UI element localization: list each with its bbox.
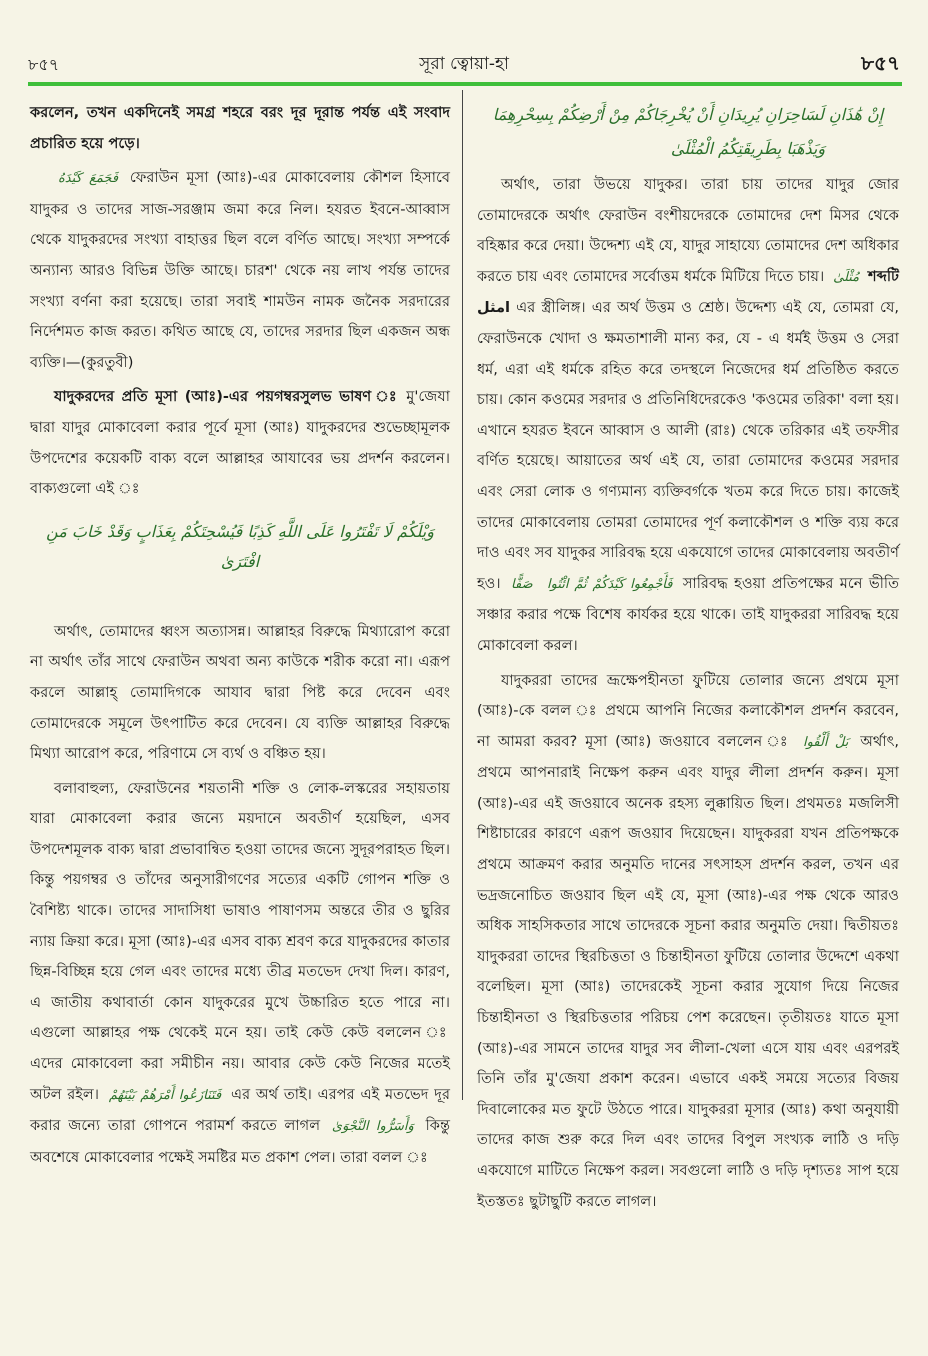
left-paragraph-3: যাদুকরদের প্রতি মূসা (আঃ)-এর পয়গম্বরসুলভ ভাষণ ঃ মু'জেযা দ্বারা যাদুর মোকাবেলা করার পূর্বে মূসা (আঃ) যাদুকরদের শুভেচ্ছামূলক উপদেশের কয়েকটি বাক্য বলে আল্লাহর আযাবের ভয় প্রদর্শন করলেন। বাক্যগুলো এই ঃ xyxy=(30,388,450,498)
header-rule xyxy=(28,82,902,86)
arabic-phrase: صَفًّا xyxy=(511,576,533,592)
section-heading: যাদুকরদের প্রতি মূসা (আঃ)-এর পয়গম্বরসুলভ ভাষণ ঃ xyxy=(54,388,400,406)
column-divider xyxy=(462,90,463,1100)
arabic-phrase: مُثْلَىٰ xyxy=(833,269,860,285)
left-paragraph-5: বলাবাহুল্য, ফেরাউনের শয়তানী শক্তি ও লোক-লস্করের সহায়তায় যারা মোকাবেলা করার জন্যে ময়দানে অবতীর্ণ হয়েছিল, এসব উপদেশমূলক বাক্য দ্বারা প্রভাবান্বিত হওয়া তাদের জন্যে সুদূরপরাহত ছিল। কিন্তু পয়গম্বর ও তাঁদের অনুসারীগণের সত্যের একটি গোপন শক্তি ও বৈশিষ্ট্য থাকে। তাদের সাদাসিধা ভাষাও পাষাণসম অন্তরে তীর ও ছুরির ন্যায় ক্রিয়া করে। মূসা (আঃ)-এর এসব বাক্য শ্রবণ করে যাদুকরদের কাতার ছিন্ন-বিচ্ছিন্ন হয়ে গেল এবং তাদের মধ্যে তীব্র মতভেদ দেখা দিল। কারণ, এ জাতীয় কথাবার্তা কোন যাদুকরের মুখে উচ্চারিত হতে পারে না। এগুলো আল্লাহর পক্ষ থেকেই মনে হয়। তাই কেউ কেউ বললেন ঃ এদের মোকাবেলা করা সমীচীন নয়। আবার কেউ কেউ নিজের মতেই অটল রইল। فَتَنَازَعُوا أَمْرَهُمْ بَيْنَهُمْ এর অর্থ তাই। এরপর এই মতভেদ দূর করার জন্যে তারা গোপনে পরামর্শ করতে লাগল وَأَسَرُّوا النَّجْوَىٰ কিন্তু অবশেষে মোকাবেলার পক্ষেই সমষ্টির মত প্রকাশ পেল। তারা বলল ঃ xyxy=(30,779,451,1166)
arabic-phrase: فَجَمَعَ كَيْدَهُ xyxy=(58,171,119,187)
page-number-left: ৮৫৭ xyxy=(28,54,60,74)
arabic-verse-block: وَيْلَكُمْ لَا تَفْتَرُوا عَلَى اللَّهِ كَذِبًا فَيُسْحِتَكُمْ بِعَذَابٍ وَقَدْ خَابَ مَنِ افْتَرَىٰ xyxy=(46,521,434,571)
arabic-bold-word: امثل xyxy=(477,299,511,317)
right-paragraph-2: যাদুকররা তাদের ভ্রূক্ষেপহীনতা ফুটিয়ে তোলার জন্যে প্রথমে মূসা (আঃ)-কে বলল ঃ প্রথমে আপনি নিজের কলাকৌশল প্রদর্শন করবেন, না আমরা করব? মূসা (আঃ) জওয়াবে বললেন ঃ بَلْ أَلْقُوا অর্থাৎ, প্রথমে আপনারাই নিক্ষেপ করুন এবং যাদুর লীলা প্রদর্শন করুন। মূসা (আঃ)-এর এই জওয়াবে অনেক রহস্য লুক্কায়িত ছিল। প্রথমতঃ মজলিসী শিষ্টাচারের কারণে এরূপ জওয়াব দিয়েছেন। যাদুকররা যখন প্রতিপক্ষকে প্রথমে আক্রমণ করার অনুমতি দানের সৎসাহস প্রদর্শন করল, তখন এর ভদ্রজনোচিত জওয়াব ছিল এই যে, মূসা (আঃ)-এর পক্ষ থেকে আরও অধিক সাহসিকতার সাথে তাদেরকে সূচনা করার অনুমতি দেয়া। দ্বিতীয়তঃ যাদুকররা তাদের স্থিরচিত্ততা ও চিন্তাহীনতা ফুটিয়ে তোলার উদ্দেশে একথা বলেছিল। মূসা (আঃ) তাদেরকেই সূচনা করার সুযোগ দিয়ে নিজের চিন্তাহীনতা ও স্থিরচিত্ততার পরিচয় পেশ করেছেন। তৃতীয়তঃ যাতে মূসা (আঃ)-এর সামনে তাদের যাদুর সব লীলা-খেলা এসে যায় এবং এরপরই তিনি তাঁর মু'জেযা প্রকাশ করেন। এভাবে একই সময়ে সত্যের বিজয় দিবালোকের মত ফুটে উঠতে পারে। যাদুকররা মূসার (আঃ) কথা অনুযায়ী তাদের কাজ শুরু করে দিল এবং তাদের বিপুল সংখ্যক লাঠি ও দড়ি একযোগে মাটিতে নিক্ষেপ করল। সবগুলো লাঠি ও দড়ি দৃশ্যতঃ সাপ হয়ে ইতস্ততঃ ছুটাছুটি করতে লাগল। xyxy=(477,671,900,1210)
surah-title: সূরা ত্বোয়া-হা xyxy=(419,54,509,74)
arabic-phrase: بَلْ أَلْقُوا xyxy=(802,734,849,750)
arabic-phrase: وَأَسَرُّوا النَّجْوَىٰ xyxy=(331,1119,414,1135)
left-paragraph-2: فَجَمَعَ كَيْدَهُ ফেরাউন মূসা (আঃ)-এর মোকাবেলায় কৌশল হিসাবে যাদুকর ও তাদের সাজ-সরঞ্জাম জমা করে নিল। হযরত ইবনে-আব্বাস থেকে যাদুকরদের সংখ্যা বাহাত্তর ছিল বলে বর্ণিত আছে। সংখ্যা সম্পর্কে অন্যান্য আরও বিভিন্ন উক্তি আছে। চারশ' থেকে নয় লাখ পর্যন্ত তাদের সংখ্যা বর্ণনা করা হয়েছে। তারা সবাই শামউন নামক জনৈক সরদারের নির্দেশমত কাজ করত। কথিত আছে যে, তাদের সরদার ছিল একজন অন্ধ ব্যক্তি।—(কুরতুবী) xyxy=(30,169,451,371)
left-paragraph-4: অর্থাৎ, তোমাদের ধ্বংস অত্যাসন্ন। আল্লাহর বিরুদ্ধে মিথ্যারোপ করো না অর্থাৎ তাঁর সাথে ফেরাউন অথবা অন্য কাউকে শরীক করো না। এরূপ করলে আল্লাহ্ তোমাদিগকে আযাব দ্বারা পিষ্ট করে দেবেন এবং তোমাদেরকে সমূলে উৎপাটিত করে দেবেন। যে ব্যক্তি আল্লাহর বিরুদ্ধে মিথ্যা আরোপ করে, পরিণামে সে ব্যর্থ ও বঞ্চিত হয়। xyxy=(30,622,450,763)
arabic-verse-top: إِنْ هَٰذَانِ لَسَاحِرَانِ يُرِيدَانِ أَنْ يُخْرِجَاكُمْ مِنْ أَرْضِكُمْ بِسِحْرِهِمَا وَيَذْهَبَا بِطَرِيقَتِكُمُ الْمُثْلَىٰ xyxy=(492,105,884,158)
left-column xyxy=(30,98,451,1166)
left-paragraph-1: করলেন, তখন একদিনেই সমগ্র শহরে বরং দূর দূরান্ত পর্যন্ত এই সংবাদ প্রচারিত হয়ে পড়ে। xyxy=(30,104,450,152)
right-column xyxy=(477,98,900,1210)
page-number-right: ৮৫৭ xyxy=(861,50,900,75)
page-header xyxy=(28,52,900,78)
arabic-phrase: فَأَجْمِعُوا كَيْدَكُمْ ثُمَّ ائْتُوا xyxy=(547,576,673,592)
right-paragraph-1: অর্থাৎ, তারা উভয়ে যাদুকর। তারা চায় তাদের যাদুর জোর তোমাদেরকে অর্থাৎ ফেরাউন বংশীয়দেরকে তোমাদের দেশ মিসর থেকে বহিষ্কার করে দেয়া। উদ্দেশ্য এই যে, যাদুর সাহায্যে তোমাদের দেশ অধিকার করতে চায় এবং তোমাদের সর্বোত্তম ধর্মকে মিটিয়ে দিতে চায়। مُثْلَىٰ শব্দটি امثل এর স্ত্রীলিঙ্গ। এর অর্থ উত্তম ও শ্রেষ্ঠ। উদ্দেশ্য এই যে, তোমরা যে, ফেরাউনকে খোদা ও ক্ষমতাশালী মান্য কর, যে - এ ধর্মই উত্তম ও সেরা ধর্ম, এরা এই ধর্মকে রহিত করে তদস্থলে নিজেদের ধর্ম প্রতিষ্ঠিত করতে চায়। কোন কওমের সরদার ও প্রতিনিধিদেরকেও 'কওমের তরিকা' বলা হয়। এখানে হযরত ইবনে আব্বাস ও আলী (রাঃ) থেকে তরিকার এই তফসীর বর্ণিত হয়েছে। আয়াতের অর্থ এই যে, তারা তোমাদের কওমের সরদার এবং সেরা লোক ও গণ্যমান্য ব্যক্তিবর্গকে খতম করে দিতে চায়। কাজেই তাদের মোকাবেলায় তোমরা তোমাদের পূর্ণ কলাকৌশল ও শক্তি ব্যয় করে দাও এবং সব যাদুকর সারিবদ্ধ হয়ে একযোগে তাদের মোকাবেলায় অবতীর্ণ হও। فَأَجْمِعُوا كَيْدَكُمْ ثُمَّ ائْتُوا صَفًّا সারিবদ্ধ হওয়া প্রতিপক্ষের মনে ভীতি সঞ্চার করার পক্ষে বিশেষ কার্যকর হয়ে থাকে। তাই যাদুকররা সারিবদ্ধ হয়ে মোকাবেলা করল। xyxy=(477,176,900,654)
arabic-phrase: فَتَنَازَعُوا أَمْرَهُمْ بَيْنَهُمْ xyxy=(108,1087,222,1103)
